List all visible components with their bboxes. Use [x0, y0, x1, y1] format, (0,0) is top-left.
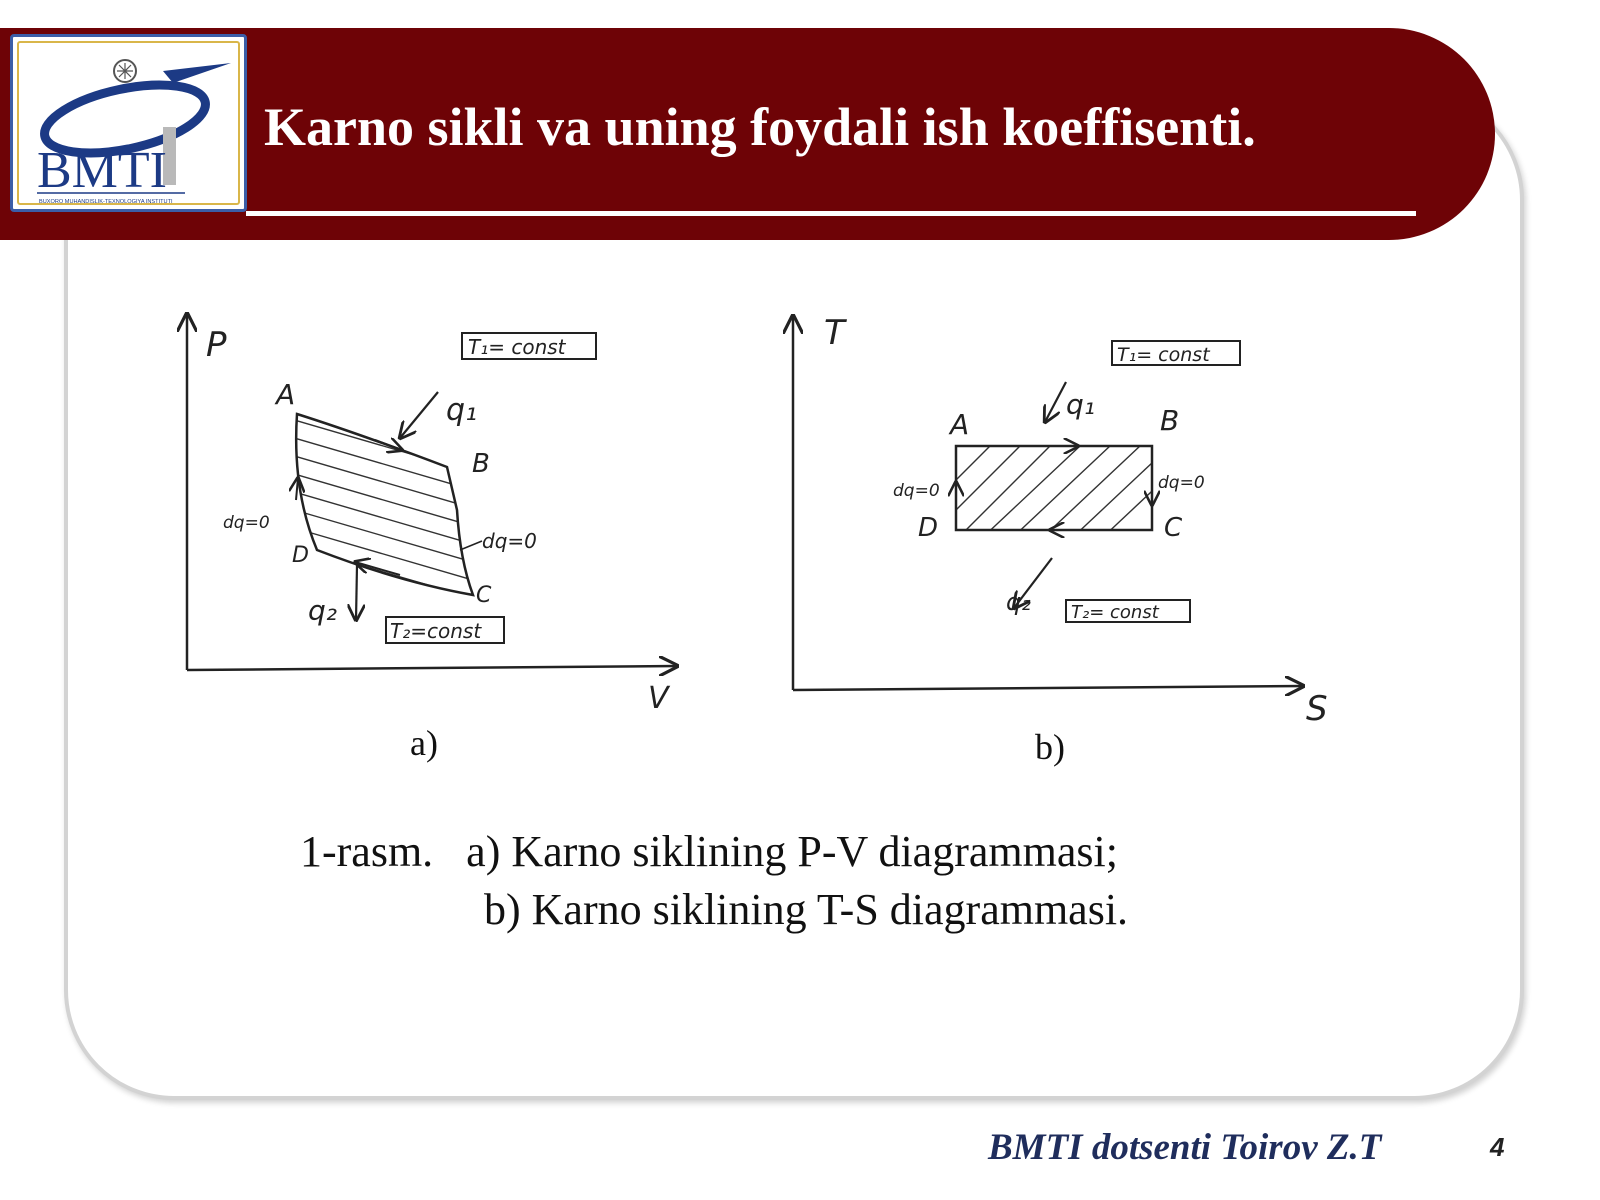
ts-point-d-label: D [918, 513, 939, 543]
ts-point-c-label: C [1164, 513, 1183, 543]
logo-small-text: BUXORO MUHANDISLIK-TEXNOLOGIYA INSTITUTI [39, 199, 173, 205]
slide-title: Karno sikli va uning foydali ish koeffisenti. [264, 97, 1256, 157]
page-number: 4 [1490, 1132, 1505, 1162]
ts-point-a-label: A [950, 408, 970, 441]
ts-q1-label: q₁ [1066, 388, 1095, 421]
figure-caption-line2: b) Karno siklining T-S diagrammasi. [484, 885, 1129, 934]
cycle-rectangle [956, 446, 1152, 530]
axis-v-label: V [648, 681, 669, 716]
axis-p-label: P [206, 325, 227, 365]
point-c-label: C [476, 583, 492, 608]
q1-label: q₁ [446, 393, 478, 428]
logo-letters: BMTI [37, 142, 167, 199]
diagram-a-sublabel: a) [410, 723, 438, 763]
figure-caption-line1: 1-rasm. a) Karno siklining P-V diagrammasi; [300, 827, 1118, 876]
cycle-curve [296, 414, 473, 595]
ts-dq-right-label: dq=0 [1158, 473, 1205, 493]
point-d-label: D [292, 543, 309, 568]
ts-q2-label: q₂ [1006, 588, 1031, 616]
axis-s-label: S [1306, 689, 1328, 729]
ts-point-b-label: B [1160, 404, 1180, 437]
institute-logo [10, 34, 247, 212]
ts-t1-const-label: T₁= const [1117, 344, 1210, 366]
ts-t2-const-label: T₂= const [1071, 602, 1159, 623]
point-a-label: A [276, 378, 296, 411]
t2-const-label: T₂=const [390, 619, 482, 643]
dq-left-label: dq=0 [223, 513, 270, 533]
diagram-b-sublabel: b) [1035, 727, 1065, 767]
ts-diagram [760, 300, 1340, 730]
dq-right-label: dq=0 [482, 529, 537, 553]
pv-diagram [160, 300, 720, 730]
ts-dq-left-label: dq=0 [893, 481, 940, 501]
v-axis [187, 666, 677, 670]
s-axis [793, 686, 1303, 690]
point-b-label: B [472, 449, 490, 479]
author-footer: BMTI dotsenti Toirov Z.T [988, 1127, 1382, 1168]
logo-graphic [13, 37, 244, 209]
t1-const-label: T₁= const [468, 335, 566, 359]
banner-underline [246, 211, 1416, 216]
axis-t-label: T [824, 313, 845, 353]
q2-label: q₂ [308, 594, 337, 627]
